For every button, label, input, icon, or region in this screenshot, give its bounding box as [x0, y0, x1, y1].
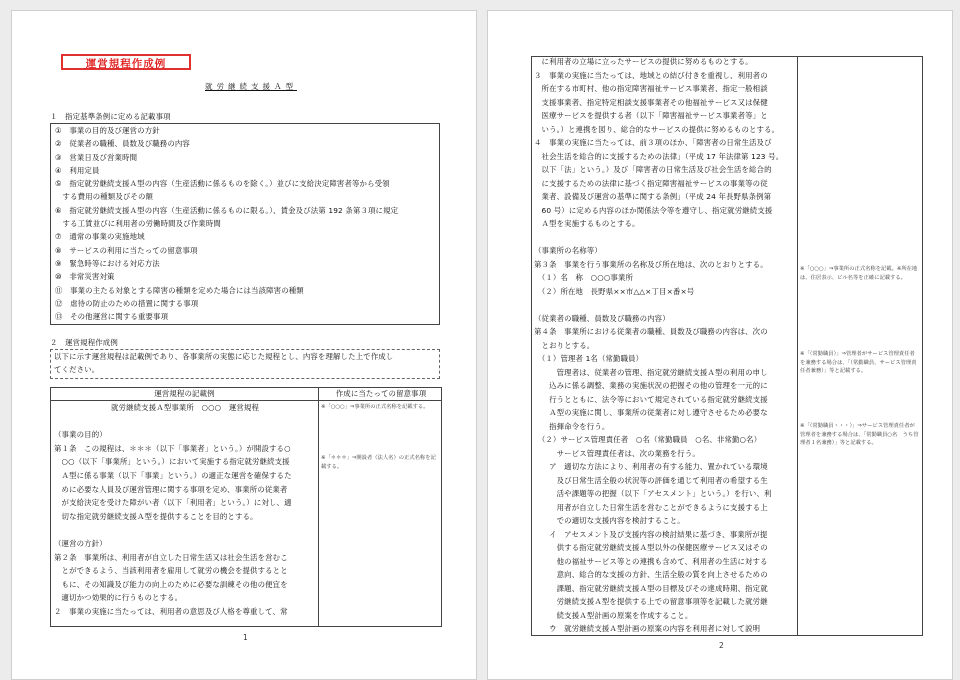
regulation-text-line: が支給決定を受けた障がい者（以下「利用者」という。）に対し、適	[54, 498, 292, 508]
regulation-text-line: ○○（以下「事業所」という。）において実施する指定就労継続支援	[54, 457, 290, 467]
required-item: する工賃並びに利用者の労働時間及び作業時間	[55, 219, 221, 229]
required-item: ⑩ 非常災害対策	[55, 272, 115, 282]
regulation-text-line: ２ 事業の実施に当たっては、利用者の意思及び人格を尊重して、常	[54, 606, 288, 616]
regulation-table	[50, 387, 442, 627]
regulation-text-line: 切な指定就労継続支援Ａ型を提供することを目的とする。	[54, 511, 258, 521]
regulation-text-line: 医療サービスを提供する者（以下「障害福祉サービス事業者等」と	[534, 111, 768, 120]
regulation-text-line: 管理者は、従業者の管理、指定就労継続支援Ａ型の利用の申し	[534, 367, 768, 377]
required-item: ⑦ 通常の事業の実施地域	[55, 232, 145, 242]
regulation-text-line: Ａ型の実施に関し、事業所の従業者に対し遵守させるため必要な	[534, 408, 768, 417]
required-items-list	[51, 124, 439, 323]
required-item: ⑫ 虐待の防止のための措置に関する事項	[55, 298, 199, 308]
required-item: ① 事業の目的及び運営の方針	[55, 126, 160, 135]
table-header-notes: 作成に当たっての留意事項	[335, 389, 427, 398]
table-note-manager: ※「（常勤職員）」⇒管理者がサービス管理責任者を兼務する場合は、「（常勤職員、サービス管理責任者兼務）」等と記載する。	[800, 351, 917, 375]
regulation-text-line: サービス管理責任者は、次の業務を行う。	[534, 448, 700, 458]
required-item: ⑨ 緊急時等における対応方法	[55, 258, 160, 268]
regulation-text-line: 以下「法」という。）及び「障害者の日常生活及び社会生活を総合的	[534, 165, 772, 174]
section-2-note-box	[50, 349, 440, 379]
regulation-text-line: とができるよう、当該利用者を雇用して就労の機会を提供するとと	[54, 566, 288, 576]
regulation-text-line: ウ 就労継続支援Ａ型計画の原案の内容を利用者に対して説明	[534, 624, 761, 633]
regulation-text-line: 労継続支援Ａ型を提供する上での留意事項等を記載した就労継	[534, 597, 768, 606]
table-note-service-manager: ※「（常勤職員・・・）」⇒サービス管理責任者が管理者を兼務する場合は、「常勤職員○名 うち管理者１名兼務）」等と記載する。	[800, 423, 919, 447]
regulation-text-line: に利用者の立場に立ったサービスの提供に努めるものとする。	[534, 57, 753, 66]
regulation-text-line: （２）サービス管理責任者 ○名（常勤職員 ○名、非常勤○名）	[534, 435, 762, 444]
regulation-text-line: 活や課題等の把握（以下「アセスメント」という。）を行い、利	[534, 489, 772, 498]
required-item: ② 従業者の職種、員数及び職務の内容	[55, 139, 190, 149]
table-note-2: ※「＊＊＊」⇒開設者（法人名）の正式名称を記載する。	[321, 455, 436, 470]
regulation-text-line: いう。）と連携を図り、総合的なサービスの提供に努めるものとする。	[534, 124, 780, 134]
section-2-note-line-1: 以下に示す運営規程は記載例であり、各事業所の実態に応じた規程とし、内容を理解した上で作成し	[54, 352, 394, 361]
document-subtitle: 就労継続支援Ａ型	[205, 82, 297, 91]
required-items-box	[50, 123, 440, 325]
required-item: ⑤ 指定就労継続支援Ａ型の内容（生産活動に係るものを除く。）並びに支給決定障害者等から受領	[55, 179, 390, 189]
regulation-text-line: 社会生活を総合的に支援するための法律」（平成 17 年法律第 123 号。	[534, 151, 784, 161]
regulation-text-line: 業者、設備及び運営の基準に関する条例」（平成 24 年長野県条例第	[534, 192, 772, 201]
regulation-text-line: 込みに係る調整、業務の実施状況の把握その他の管理を一元的に	[534, 381, 768, 390]
regulation-text-line	[534, 298, 796, 312]
regulation-text-line: （１）管理者 1名（常勤職員）	[534, 354, 644, 363]
regulation-text-line: Ａ型を実施するものとする。	[534, 219, 640, 228]
regulation-text-line: 指揮命令を行う。	[534, 421, 610, 431]
regulation-text-line: 供する指定就労継続支援Ａ型以外の保健医療サービス又はその	[534, 543, 768, 552]
table-column-divider	[318, 388, 319, 626]
regulation-text-line: 就労継続支援Ａ型事業所 ○○○ 運営規程	[111, 403, 259, 412]
regulation-text-line: 行うとともに、法令等において規定されている指定就労継続支援	[534, 394, 768, 404]
regulation-text-line: 及び日常生活全般の状況等の評価を通じて利用者の希望する生	[534, 475, 768, 485]
regulation-text-line: 第１条 この規程は、＊＊＊（以下「事業者」という。）が開設する○	[54, 443, 291, 453]
regulation-text-line: 用者が自立した日常生活を営むことができるように支援する上	[534, 502, 768, 512]
regulation-text-line: 第２条 事業所は、利用者が自立した日常生活又は社会生活を営むこ	[54, 552, 288, 562]
regulation-text-line: もに、その知識及び能力の向上のために必要な訓練その他の便宜を	[54, 579, 288, 589]
regulation-text-line: 意向、総合的な支援の方針、生活全般の質を向上させるための	[534, 570, 768, 579]
required-item: ④ 利用定員	[55, 165, 100, 175]
regulation-text-line: ４ 事業の実施に当たっては、前３項のほか、「障害者の日常生活及び	[534, 138, 772, 147]
section-1-heading: １ 指定基準条例に定める記載事項	[50, 112, 171, 121]
regulation-text-line: での適切な支援内容を検討すること。	[534, 516, 685, 525]
section-2-heading: ２ 運営規程作成例	[50, 338, 118, 347]
table-example-body	[54, 401, 316, 619]
regulation-text-line: 続支援Ａ型計画の原案を作成すること。	[534, 610, 693, 620]
regulation-text-line: （従業者の職種、員数及び職務の内容）	[534, 313, 670, 323]
required-item: ⑥ 指定就労継続支援Ａ型の内容（生産活動に係るものに限る。）、賃金及び法第 192 条第３項に規定	[55, 205, 399, 215]
regulation-text-line: イ アセスメント及び支援内容の検討結果に基づき、事業所が提	[534, 529, 768, 539]
document-title: 運営規程作成例	[61, 54, 191, 70]
table-header-example: 運営規程の記載例	[154, 389, 215, 398]
regulation-text-line: とおりとする。	[534, 340, 595, 350]
regulation-text-line	[54, 415, 316, 429]
regulation-text-line	[54, 523, 316, 537]
table-note-office-name: ※「○○○」⇒事業所の正式名称を記載。※所在地は、住居表示、ビル名等を正確に記載する。	[800, 266, 918, 281]
regulation-text-line: 第３条 事業を行う事業所の名称及び所在地は、次のとおりとする。	[534, 259, 768, 269]
regulation-text-line: （事業所の名称等）	[534, 246, 602, 255]
regulation-text-line: Ａ型に係る事業（以下「事業」という。）の適正な運営を確保するた	[54, 470, 292, 480]
regulation-text-line: 第４条 事業所における従業者の職種、員数及び職務の内容は、次の	[534, 327, 768, 336]
regulation-text-line: 支援事業者、指定特定相談支援事業者その他福祉サービス又は保健	[534, 97, 768, 107]
regulation-text-line: （運営の方針）	[54, 538, 107, 548]
document-page-1	[11, 10, 477, 680]
required-item: ③ 営業日及び営業時間	[55, 152, 138, 162]
regulation-text-line: 適切かつ効果的に行うものとする。	[54, 593, 183, 603]
table-column-divider	[797, 57, 798, 635]
regulation-text-line: （２）所在地 長野県××市△△×丁目×番×号	[534, 286, 695, 296]
document-page-2	[487, 10, 953, 680]
page-number: 2	[719, 641, 724, 650]
regulation-text-line: ３ 事業の実施に当たっては、地域との結び付きを重視し、利用者の	[534, 70, 768, 80]
page-number: 1	[243, 633, 248, 642]
regulation-text-line: に支援するための法律に基づく指定障害福祉サービスの事業等の従	[534, 178, 768, 188]
required-item: ⑧ サービスの利用に当たっての留意事項	[55, 245, 198, 255]
section-2-note-line-2: てください。	[54, 365, 100, 375]
regulation-text-line: めに必要な人員及び運営管理に関する事項を定め、事業所の従業者	[54, 484, 288, 494]
table-note-1: ※「○○○」⇒事業所の正式名称を記載する。	[321, 404, 429, 410]
required-item: ⑬ その他運営に関する重要事項	[55, 312, 169, 322]
required-item: ⑪ 事業の主たる対象とする障害の種類を定めた場合には当該障害の種類	[55, 285, 304, 295]
table-example-body	[534, 55, 796, 636]
regulation-text-line: ア 適切な方法により、利用者の有する能力、置かれている環境	[534, 462, 768, 471]
regulation-text-line: 所在する市町村、他の指定障害福祉サービス事業者、指定一般相談	[534, 84, 768, 93]
regulation-text-line: 課題、指定就労継続支援Ａ型の目標及びその達成時期、指定就	[534, 583, 768, 593]
regulation-text-line	[534, 231, 796, 245]
regulation-text-line: 他の福祉サービス等との連携も含めて、利用者の生活に対する	[534, 556, 768, 566]
regulation-text-line: （１）名 称 ○○○事業所	[534, 273, 634, 282]
regulation-text-line: （事業の目的）	[54, 430, 107, 440]
required-item: する費用の種類及びその額	[55, 192, 154, 202]
regulation-table-continued	[531, 56, 923, 636]
regulation-text-line: 60 号）に定める内容のほか関係法令等を遵守し、指定就労継続支援	[534, 205, 773, 215]
